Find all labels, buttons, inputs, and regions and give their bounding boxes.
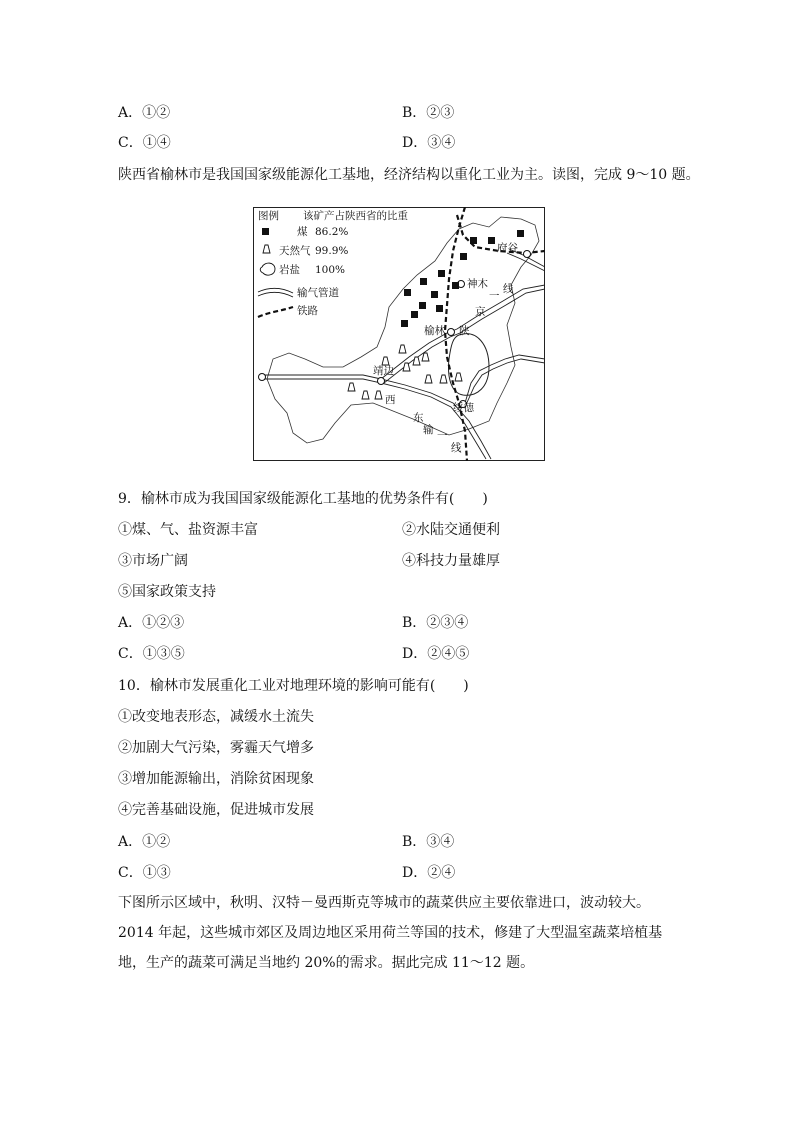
coal-square-icon [262, 228, 269, 235]
shanjing-char-3: 一 [489, 290, 500, 302]
q9-item-4: ④科技力量雄厚 [402, 553, 500, 569]
q10-option-c[interactable]: C．①③ [118, 865, 171, 881]
yulin-city [448, 329, 455, 336]
q10-item-2: ②加剧大气污染，雾霾天气增多 [118, 740, 314, 756]
option-d[interactable]: D．③④ [402, 135, 456, 151]
xidong-char-4: 一 [437, 430, 448, 442]
q9-item-1: ①煤、气、盐资源丰富 [118, 522, 258, 538]
option-c[interactable]: C．①④ [118, 135, 171, 151]
intro-paragraph-2: 下图所示区域中，秋明、汉特－曼西斯克等城市的蔬菜供应主要依靠进口，波动较大。2014 年起，这些城市郊区及周边地区采用荷兰等国的技术，修建了大型温室蔬菜培植基地，生产的蔬菜可满足当地约 20%的需求。据此完成 11～12 题。 [118, 895, 663, 971]
q10-option-b[interactable]: B．③④ [402, 834, 455, 850]
legend-salt-label: 岩盐 [279, 264, 300, 276]
q9-stem: 9．榆林市成为我国国家级能源化工基地的优势条件有( ) [118, 491, 488, 507]
q10-item-3: ③增加能源输出，消除贫困现象 [118, 771, 314, 787]
q9-option-d[interactable]: D．②④⑤ [402, 646, 470, 662]
q10-item-1: ①改变地表形态，减缓水土流失 [118, 709, 314, 725]
q9-item-2: ②水陆交通便利 [402, 522, 500, 538]
option-b[interactable]: B．②③ [402, 105, 455, 121]
legend-gas-label: 天然气 [279, 245, 311, 257]
fugu-city [524, 251, 531, 258]
q9-option-a[interactable]: A．①②③ [118, 615, 185, 631]
xidong-char-2: 东 [413, 412, 424, 424]
legend-header: 该矿产占陕西省的比重 [303, 210, 408, 222]
q10-item-4: ④完善基础设施，促进城市发展 [118, 802, 314, 818]
q10-option-a[interactable]: A．①② [118, 834, 171, 850]
yulin-map-figure [253, 207, 545, 461]
shenmu-label: 神木 [467, 278, 488, 290]
shanjing-char-1: 陕 [459, 325, 470, 337]
legend-coal-label: 煤 [297, 226, 308, 238]
xidong-char-3: 输 [423, 424, 434, 436]
q9-item-3: ③市场广阔 [118, 553, 188, 569]
fugu-label: 府谷 [497, 242, 518, 254]
intro-paragraph-1: 陕西省榆林市是我国国家级能源化工基地，经济结构以重化工业为主。读图，完成 9～10 题。 [118, 167, 700, 183]
legend-salt-pct: 100% [315, 264, 346, 276]
jingbian-label: 靖边 [373, 365, 394, 377]
yulin-label: 榆林 [424, 325, 445, 337]
q10-stem: 10．榆林市发展重化工业对地理环境的影响可能有( ) [118, 678, 469, 694]
q9-option-c[interactable]: C．①③⑤ [118, 646, 185, 662]
q9-option-b[interactable]: B．②③④ [402, 615, 469, 631]
shanjing-char-2: 京 [475, 306, 486, 318]
west-city [259, 374, 266, 381]
xidong-char-5: 线 [451, 442, 462, 454]
q10-option-d[interactable]: D．②④ [402, 865, 456, 881]
shanjing-char-4: 线 [503, 283, 514, 295]
legend-coal-pct: 86.2% [315, 226, 349, 238]
xidong-char-1: 西 [385, 394, 396, 406]
suide-label: 绥德 [453, 402, 474, 414]
option-a[interactable]: A．①② [118, 105, 171, 121]
q9-item-5: ⑤国家政策支持 [118, 584, 216, 600]
legend-railway-label: 铁路 [297, 305, 318, 317]
legend-pipeline-label: 输气管道 [297, 287, 339, 299]
legend-gas-pct: 99.9% [315, 245, 349, 257]
jingbian-city [378, 378, 385, 385]
legend-title: 图例 [258, 210, 279, 222]
